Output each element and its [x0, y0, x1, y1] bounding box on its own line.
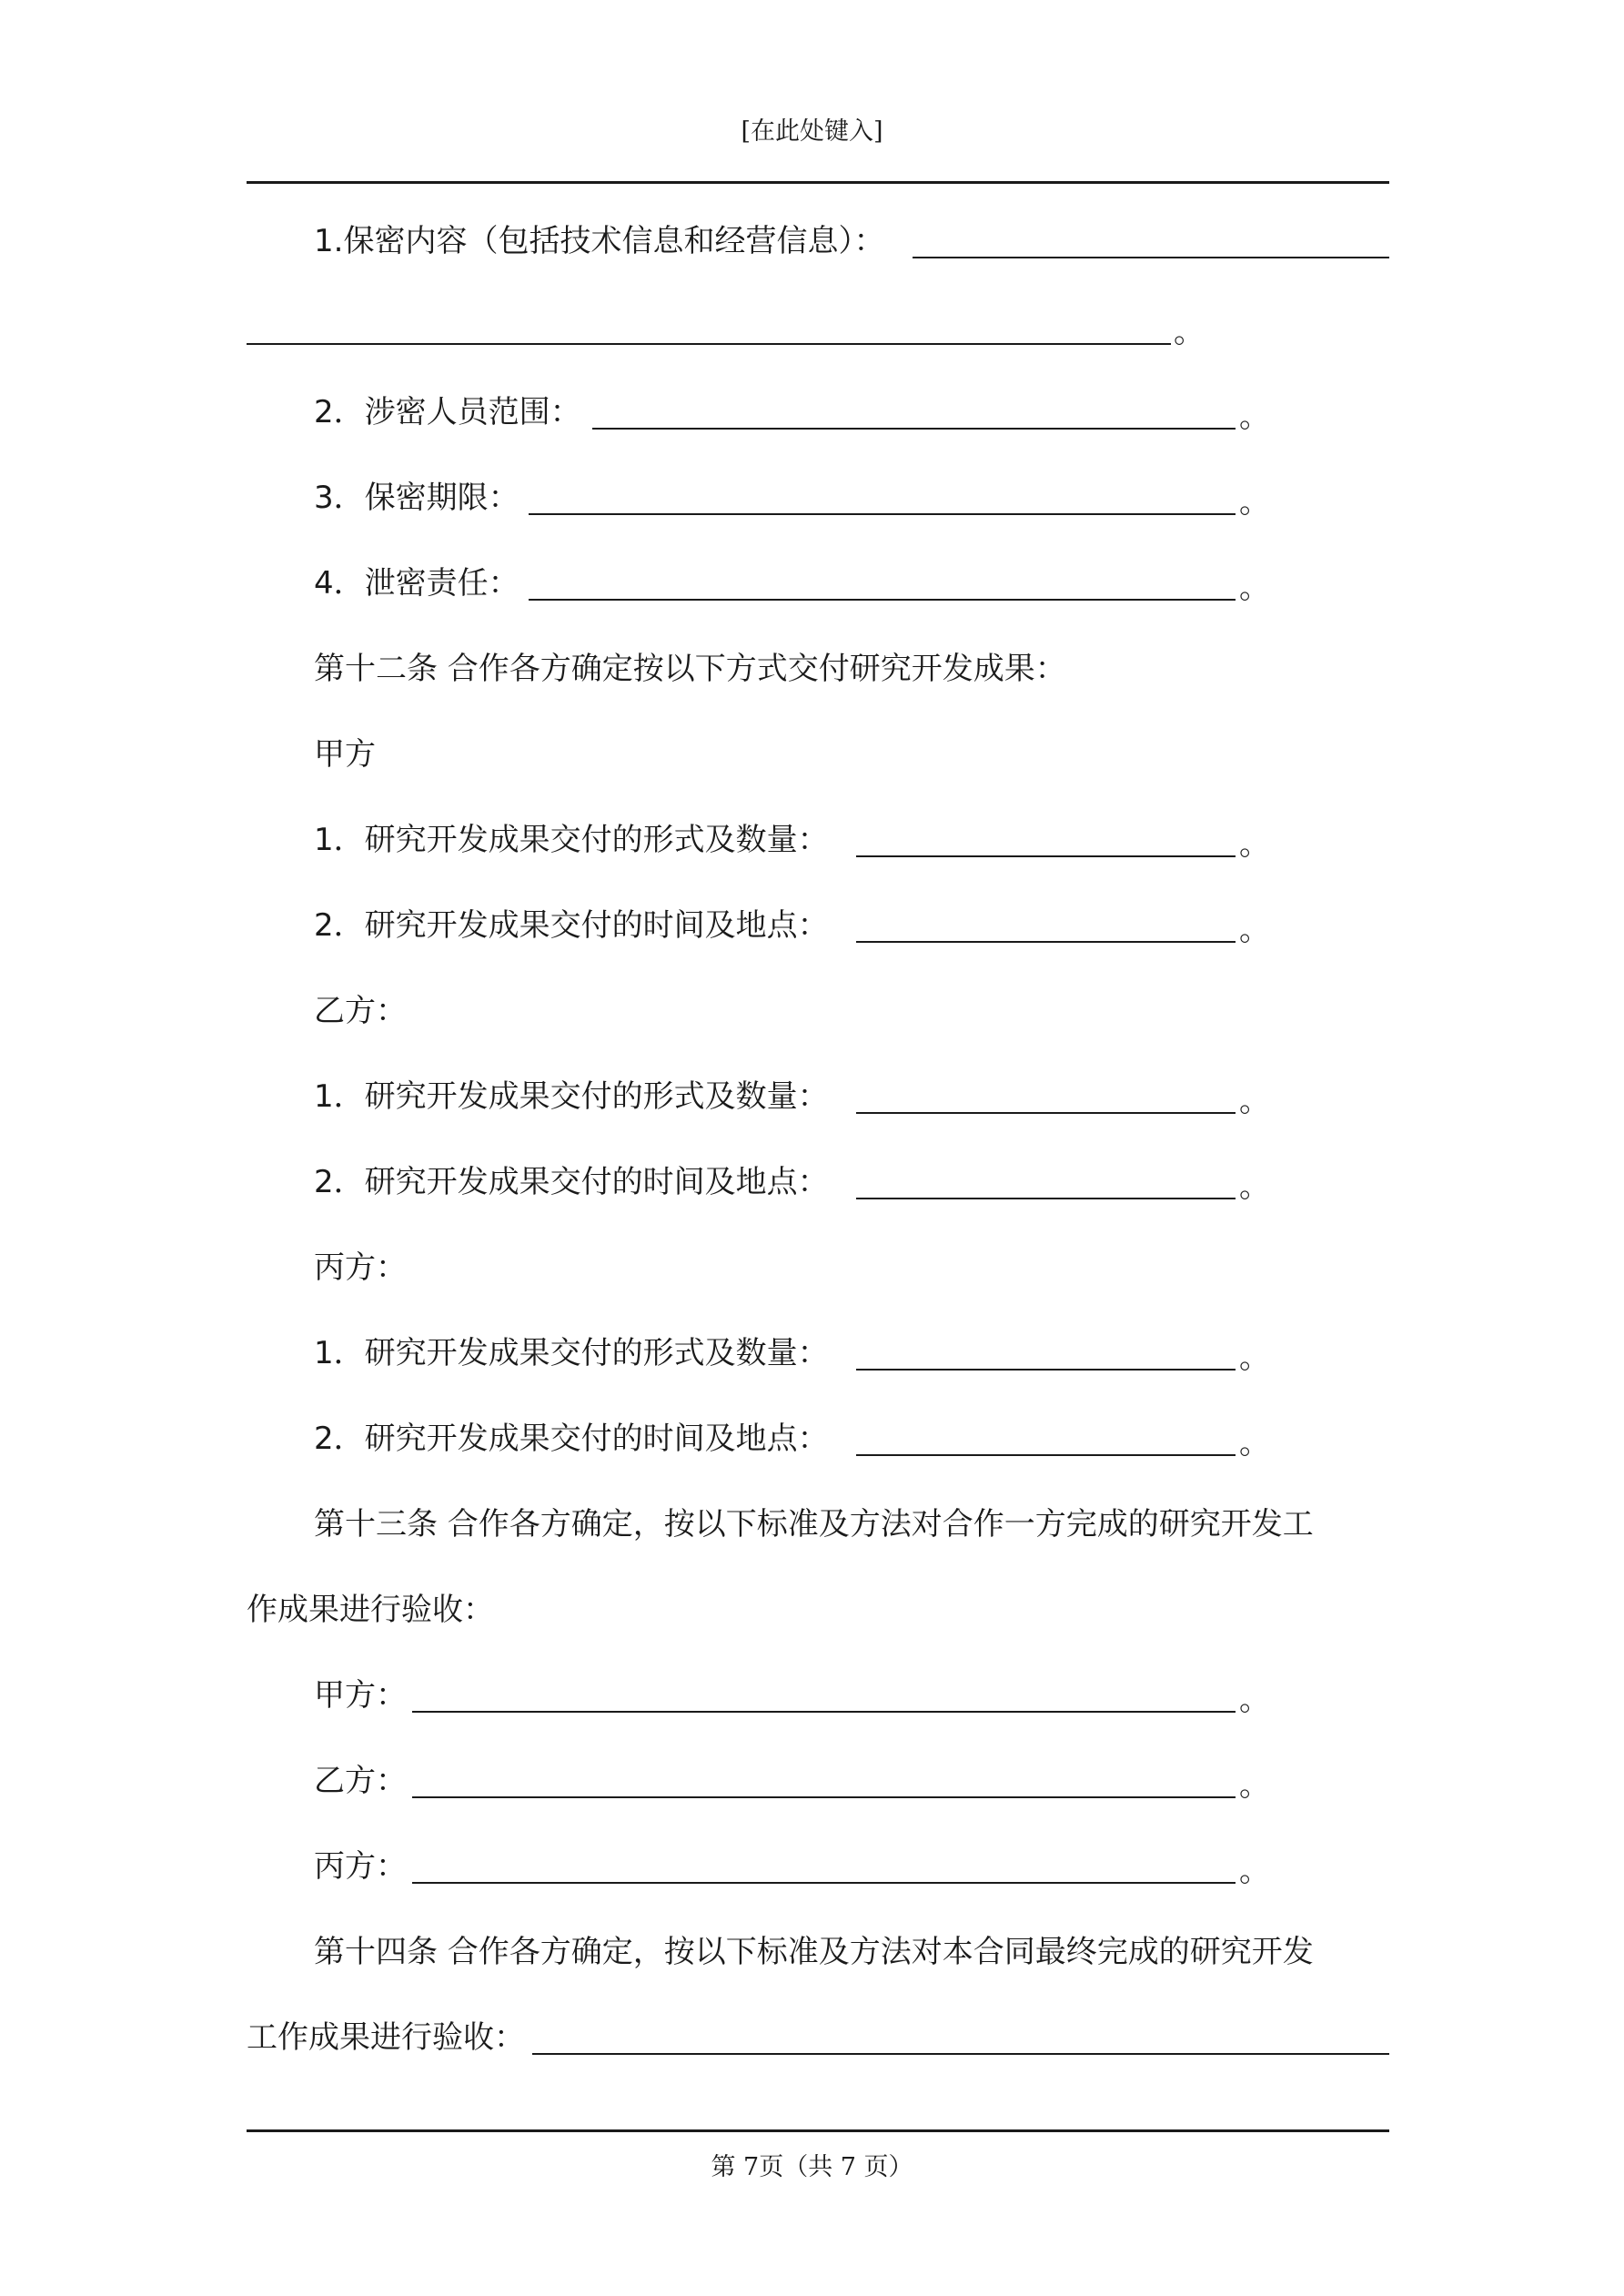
header-rule — [247, 181, 1389, 184]
leak-liability-blank[interactable] — [529, 599, 1236, 601]
party-a-delivery-time-label: 2．研究开发成果交付的时间及地点： — [314, 907, 829, 944]
party-a-label: 甲方 — [314, 736, 376, 773]
period-mark: 。 — [1239, 1340, 1270, 1376]
period-mark: 。 — [1239, 570, 1270, 606]
secrecy-period-blank[interactable] — [529, 513, 1236, 515]
footer-rule — [247, 2129, 1389, 2132]
period-mark: 。 — [1239, 1083, 1270, 1119]
party-a-delivery-form-blank[interactable] — [856, 855, 1236, 857]
confidential-content-blank[interactable] — [913, 257, 1389, 258]
article-13-heading: 第十三条 合作各方确定，按以下标准及方法对合作一方完成的研究开发工 — [314, 1506, 1314, 1542]
personnel-scope-blank[interactable] — [592, 428, 1236, 430]
acceptance-party-b-label: 乙方： — [314, 1763, 407, 1799]
page-footer: 第 7页（共 7 页） — [711, 2153, 913, 2181]
confidential-content-blank-cont[interactable] — [247, 343, 1171, 345]
party-b-label: 乙方： — [314, 993, 407, 1029]
party-c-delivery-form-blank[interactable] — [856, 1369, 1236, 1371]
period-mark: 。 — [1239, 1767, 1270, 1804]
acceptance-party-a-blank[interactable] — [412, 1711, 1236, 1713]
period-mark: 。 — [1239, 484, 1270, 521]
party-a-delivery-time-blank[interactable] — [856, 941, 1236, 943]
secrecy-period-label: 3．保密期限： — [314, 480, 519, 516]
confidential-content-label: 1.保密内容（包括技术信息和经营信息）： — [314, 223, 885, 259]
period-mark: 。 — [1239, 1168, 1270, 1205]
party-a-delivery-form-label: 1．研究开发成果交付的形式及数量： — [314, 822, 829, 858]
party-b-delivery-time-label: 2．研究开发成果交付的时间及地点： — [314, 1164, 829, 1200]
acceptance-party-c-blank[interactable] — [412, 1882, 1236, 1884]
party-c-delivery-form-label: 1．研究开发成果交付的形式及数量： — [314, 1335, 829, 1371]
period-mark: 。 — [1239, 399, 1270, 435]
article-12-heading: 第十二条 合作各方确定按以下方式交付研究开发成果： — [314, 651, 1066, 687]
party-b-delivery-form-blank[interactable] — [856, 1112, 1236, 1114]
period-mark: 。 — [1239, 1425, 1270, 1462]
party-c-label: 丙方： — [314, 1249, 407, 1286]
acceptance-party-b-blank[interactable] — [412, 1796, 1236, 1798]
party-c-delivery-time-blank[interactable] — [856, 1454, 1236, 1456]
party-c-delivery-time-label: 2．研究开发成果交付的时间及地点： — [314, 1421, 829, 1457]
article-14-heading: 第十四条 合作各方确定，按以下标准及方法对本合同最终完成的研究开发 — [314, 1934, 1314, 1970]
period-mark: 。 — [1239, 826, 1270, 863]
party-b-delivery-form-label: 1．研究开发成果交付的形式及数量： — [314, 1078, 829, 1115]
article-13-heading-cont: 作成果进行验收： — [247, 1592, 494, 1628]
period-mark: 。 — [1239, 1853, 1270, 1889]
leak-liability-label: 4．泄密责任： — [314, 565, 519, 602]
page-header: [在此处键入] — [741, 117, 883, 146]
article-14-heading-cont: 工作成果进行验收： — [247, 2019, 525, 2056]
party-b-delivery-time-blank[interactable] — [856, 1198, 1236, 1199]
acceptance-party-c-label: 丙方： — [314, 1848, 407, 1885]
period-mark: 。 — [1174, 314, 1205, 350]
personnel-scope-label: 2．涉密人员范围： — [314, 394, 581, 430]
period-mark: 。 — [1239, 1682, 1270, 1718]
final-acceptance-blank[interactable] — [532, 2053, 1389, 2055]
period-mark: 。 — [1239, 912, 1270, 948]
acceptance-party-a-label: 甲方： — [314, 1677, 407, 1714]
